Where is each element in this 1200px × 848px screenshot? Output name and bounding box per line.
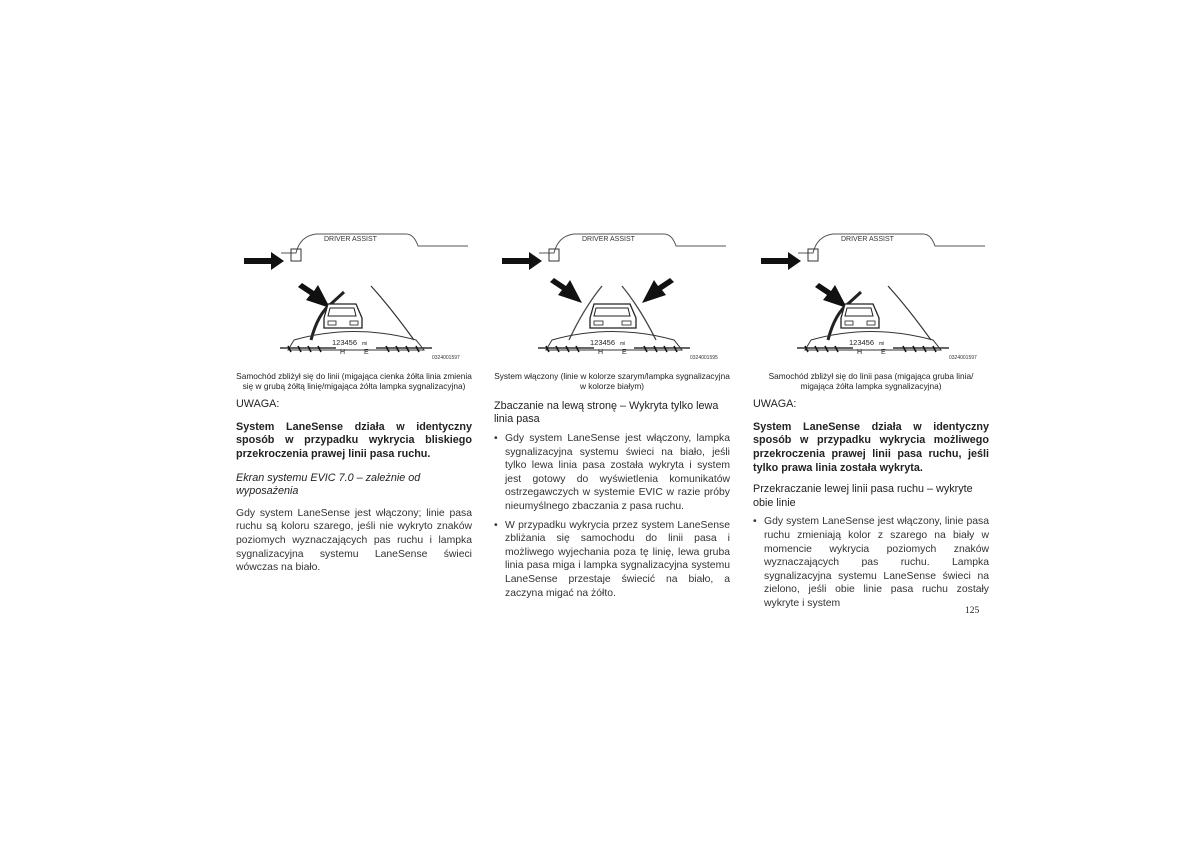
display-title: DRIVER ASSIST xyxy=(582,236,635,243)
figure-code: 0324001597 xyxy=(432,355,460,361)
arrow-icon xyxy=(642,278,674,303)
arrow-icon xyxy=(298,283,330,308)
gauge-label-e: E xyxy=(622,349,627,356)
arrow-icon xyxy=(550,278,582,303)
figure-lane-approach xyxy=(236,228,472,362)
figure-code: 0324001597 xyxy=(949,355,977,361)
note-label: UWAGA: xyxy=(236,397,280,410)
odometer-value: 123456 xyxy=(332,338,358,347)
arrow-icon xyxy=(502,252,542,270)
odometer-unit: mi xyxy=(362,341,368,347)
arrow-icon xyxy=(815,283,847,308)
gauge-label-h: H xyxy=(857,349,863,356)
gauge-label-e: E xyxy=(364,349,369,356)
gauge-label-e: E xyxy=(881,349,886,356)
odometer-value: 123456 xyxy=(849,338,875,347)
figure-code: 0324001595 xyxy=(690,355,718,361)
cluster-illustration xyxy=(753,228,989,362)
section-heading: Ekran systemu EVIC 7.0 – zależnie od wyposażenia xyxy=(236,471,421,498)
section-heading: Zbaczanie na lewą stronę – Wykryta tylko lewa linia pasa xyxy=(494,399,719,426)
gauge-label-h: H xyxy=(340,349,346,356)
note-text: System LaneSense działa w identyczny sposób w przypadku wykrycia bliskiego przekroczenia prawej linii pasa ruchu. xyxy=(236,420,472,460)
display-title: DRIVER ASSIST xyxy=(841,236,894,243)
note-label: UWAGA: xyxy=(753,397,797,410)
arrow-icon xyxy=(761,252,801,270)
arrow-icon xyxy=(244,252,284,270)
column-right xyxy=(753,228,989,616)
odometer-unit: mi xyxy=(620,341,626,347)
odometer-unit: mi xyxy=(879,341,885,347)
figure-caption: Samochód zbliżył się do linii (migająca cienka żółta linia zmienia się w grubą żółtą linię/migająca żółta lampka sygnalizacyjna) xyxy=(236,371,472,392)
odometer-value: 123456 xyxy=(590,338,616,347)
page-number: 125 xyxy=(965,606,980,616)
figure-caption: Samochód zbliżył się do linii pasa (migająca gruba linia/ migająca żółta lampka sygnalizacyjna) xyxy=(768,371,974,392)
list-item: • W przypadku wykrycia przez system LaneSense zbliżania się samochodu do linii pasa i możliwego wyjechania poza tę linię, lewa gruba linia pasa miga i lampka sygnalizacyjna systemu LaneSense przestaje świecić na biało, a zaczyna migać na żółto. xyxy=(494,519,730,601)
section-heading: Przekraczanie lewej linii pasa ruchu – wykryte obie linie xyxy=(753,483,973,509)
bullet-list xyxy=(494,432,730,600)
list-item: • Gdy system LaneSense jest włączony, lampka sygnalizacyjna systemu świeci na biało, jeśli tylko lewa linia pasa została wykryta i system jest gotowy do wyświetlenia komunikatów ostrzegawczych w systemie EVIC w razie próby nieumyślnego zbaczania z pasa ruchu. xyxy=(494,432,730,514)
column-middle xyxy=(494,228,730,605)
figure-caption: System włączony (linie w kolorze szarym/lampka sygnalizacyjna w kolorze białym) xyxy=(494,371,730,392)
lanesense-icon xyxy=(549,249,559,261)
figure-system-on xyxy=(494,228,730,362)
list-item: • Gdy system LaneSense jest włączony, linie pasa ruchu zmieniają kolor z szarego na biały w momencie wykrycia poziomych znaków wyznaczających pas ruchu. Lampka sygnalizacyjna systemu LaneSense świeci na zielono, jeśli obie linie pasa ruchu zostały wykryte i system xyxy=(753,515,989,610)
note-text: System LaneSense działa w identyczny sposób w przypadku wykrycia możliwego przekroczenia prawej linii pasa ruchu, jeśli tylko prawa linia została wykryta. xyxy=(753,420,989,474)
column-left xyxy=(236,228,472,575)
cluster-illustration xyxy=(494,228,730,362)
display-title: DRIVER ASSIST xyxy=(324,236,377,243)
lanesense-icon xyxy=(291,249,301,261)
gauge-label-h: H xyxy=(598,349,604,356)
bullet-list xyxy=(753,515,989,610)
figure-lane-crossing xyxy=(753,228,989,362)
cluster-illustration xyxy=(236,228,472,362)
lanesense-icon xyxy=(808,249,818,261)
body-paragraph: Gdy system LaneSense jest włączony; linie pasa ruchu są koloru szarego, jeśli nie wykryto znaków poziomych wyznaczających pas ruchu i lampka sygnalizacyjna systemu LaneSense świeci wówczas na biało. xyxy=(236,507,472,574)
